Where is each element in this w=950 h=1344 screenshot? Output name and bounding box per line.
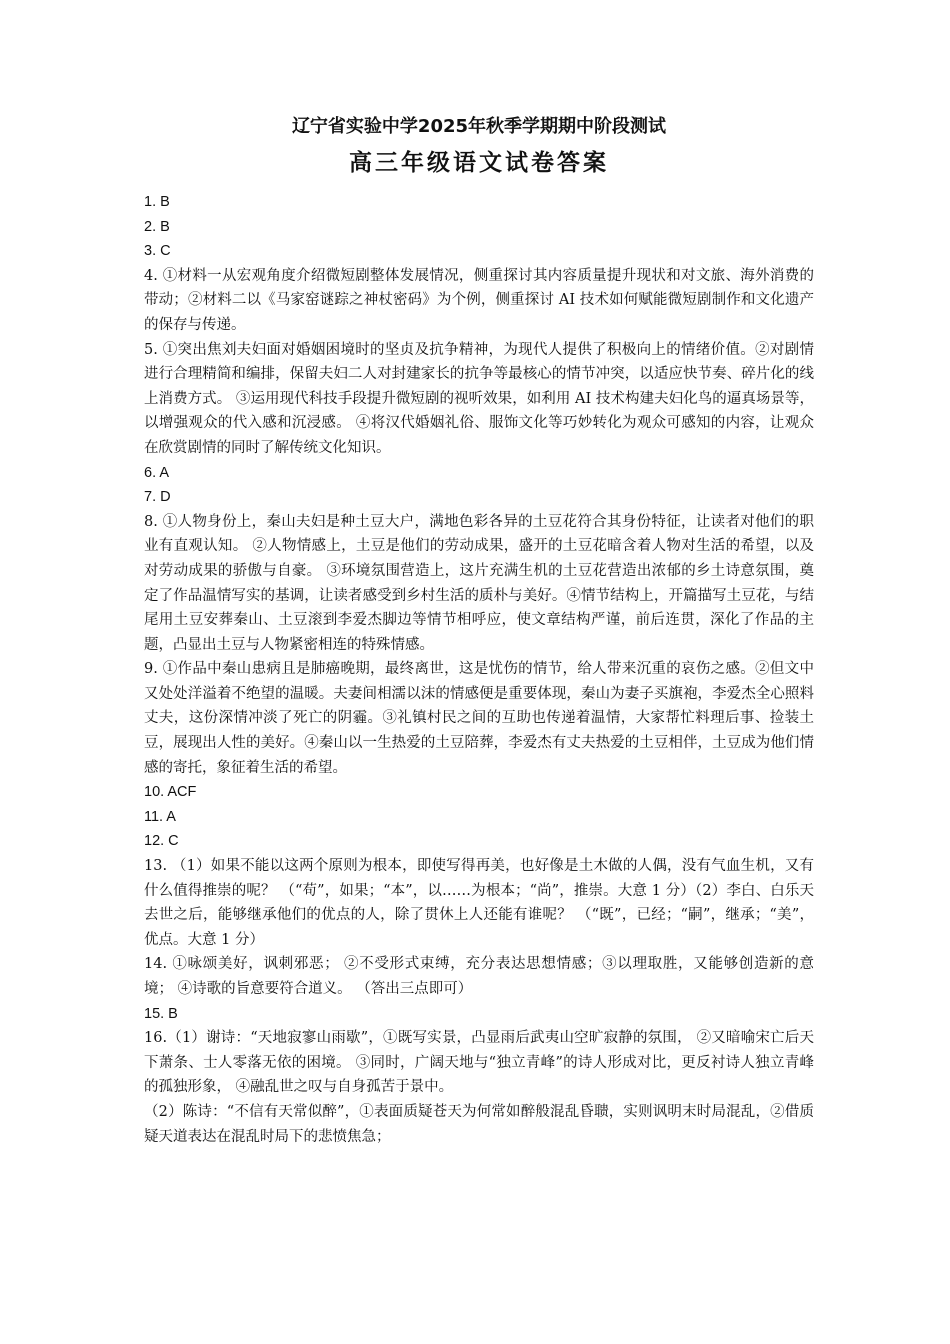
answer-12: 12. C (144, 833, 179, 850)
exam-title: 辽宁省实验中学2025年秋季学期期中阶段测试 (291, 116, 667, 137)
answer-7: 7. D (144, 489, 171, 506)
answer-15: 15. B (144, 1005, 178, 1022)
answer-4: 4. ①材料一从宏观角度介绍微短剧整体发展情况，侧重探讨其内容质量提升现状和对文旅、海外消费的带动；②材料二以《马家窑谜踪之神杖密码》为个例，侧重探讨 AI 技术如何赋能微短剧制作和文化遗产的保存与传递。 (144, 267, 814, 333)
answer-3: 3. C (144, 243, 171, 260)
exam-subtitle: 高三年级语文试卷答案 (349, 149, 609, 176)
answer-11: 11. A (144, 808, 176, 825)
answer-16-part2: （2）陈诗：“不信有天常似醉”，①表面质疑苍天为何常如醉般混乱昏聩，实则讽明末时局混乱，②借质疑天道表达在混乱时局下的悲愤焦急； (144, 1103, 814, 1145)
answer-list (144, 190, 814, 1149)
answer-2: 2. B (144, 218, 170, 235)
answer-13: 13. （1）如果不能以这两个原则为根本，即使写得再美，也好像是土木做的人偶，没有气血生机，又有什么值得推崇的呢？ （“苟”，如果；“本”，以……为根本；“尚”，推崇。大意 1 分）（2）李白、白乐天去世之后，能够继承他们的优点的人，除了贯休上人还能有谁呢？ （“既”，已经；“嗣”，继承；“美”，优点。大意 1 分） (144, 858, 814, 948)
answer-sheet (144, 112, 814, 1149)
answer-9: 9. ①作品中秦山患病且是肺癌晚期，最终离世，这是忧伤的情节，给人带来沉重的哀伤之感。②但文中又处处洋溢着不绝望的温暖。夫妻间相濡以沫的情感便是重要体现，秦山为妻子买旗袍，李爱杰全心照料丈夫，这份深情冲淡了死亡的阴霾。③礼镇村民之间的互助也传递着温情，大家帮忙料理后事、捡装土豆，展现出人性的美好。④秦山以一生热爱的土豆陪葬，李爱杰有丈夫热爱的土豆相伴，土豆成为他们情感的寄托，象征着生活的希望。 (144, 661, 814, 776)
answer-8: 8. ①人物身份上，秦山夫妇是种土豆大户，满地色彩各异的土豆花符合其身份特征，让读者对他们的职业有直观认知。 ②人物情感上，土豆是他们的劳动成果，盛开的土豆花暗含着人物对生活的希望，以及对劳动成果的骄傲与自豪。 ③环境氛围营造上，这片充满生机的土豆花营造出浓郁的乡土诗意氛围，奠定了作品温情写实的基调，让读者感受到乡村生活的质朴与美好。④情节结构上，开篇描写土豆花，与结尾用土豆安葬秦山、土豆滚到李爱杰脚边等情节相呼应，使文章结构严谨，前后连贯，深化了作品的主题，凸显出土豆与人物紧密相连的特殊情感。 (144, 513, 814, 653)
answer-14: 14. ①咏颂美好，讽刺邪恶； ②不受形式束缚，充分表达思想情感；③以理取胜，又能够创造新的意境； ④诗歌的旨意要符合道义。 （答出三点即可） (144, 956, 814, 997)
answer-1: 1. B (144, 194, 170, 210)
answer-6: 6. A (144, 464, 169, 481)
answer-5: 5. ①突出焦刘夫妇面对婚姻困境时的坚贞及抗争精神，为现代人提供了积极向上的情绪价值。②对剧情进行合理精简和编排，保留夫妇二人对封建家长的抗争等最核心的情节冲突，以适应快节奏、碎片化的线上消费方式。 ③运用现代科技手段提升微短剧的视听效果，如利用 AI 技术构建夫妇化鸟的逼真场景等，以增强观众的代入感和沉浸感。 ④将汉代婚姻礼俗、服饰文化等巧妙转化为观众可感知的内容，让观众在欣赏剧情的同时了解传统文化知识。 (144, 341, 814, 456)
answer-16-part1: 16.（1）谢诗：“天地寂寥山雨歇”，①既写实景，凸显雨后武夷山空旷寂静的氛围， ②又暗喻宋亡后天下萧条、士人零落无依的困境。 ③同时，广阔天地与“独立青峰”的诗人形成对比，更反衬诗人独立青峰的孤独形象， ④融乱世之叹与自身孤苦于景中。 (144, 1030, 814, 1096)
answer-10: 10. ACF (144, 784, 197, 801)
